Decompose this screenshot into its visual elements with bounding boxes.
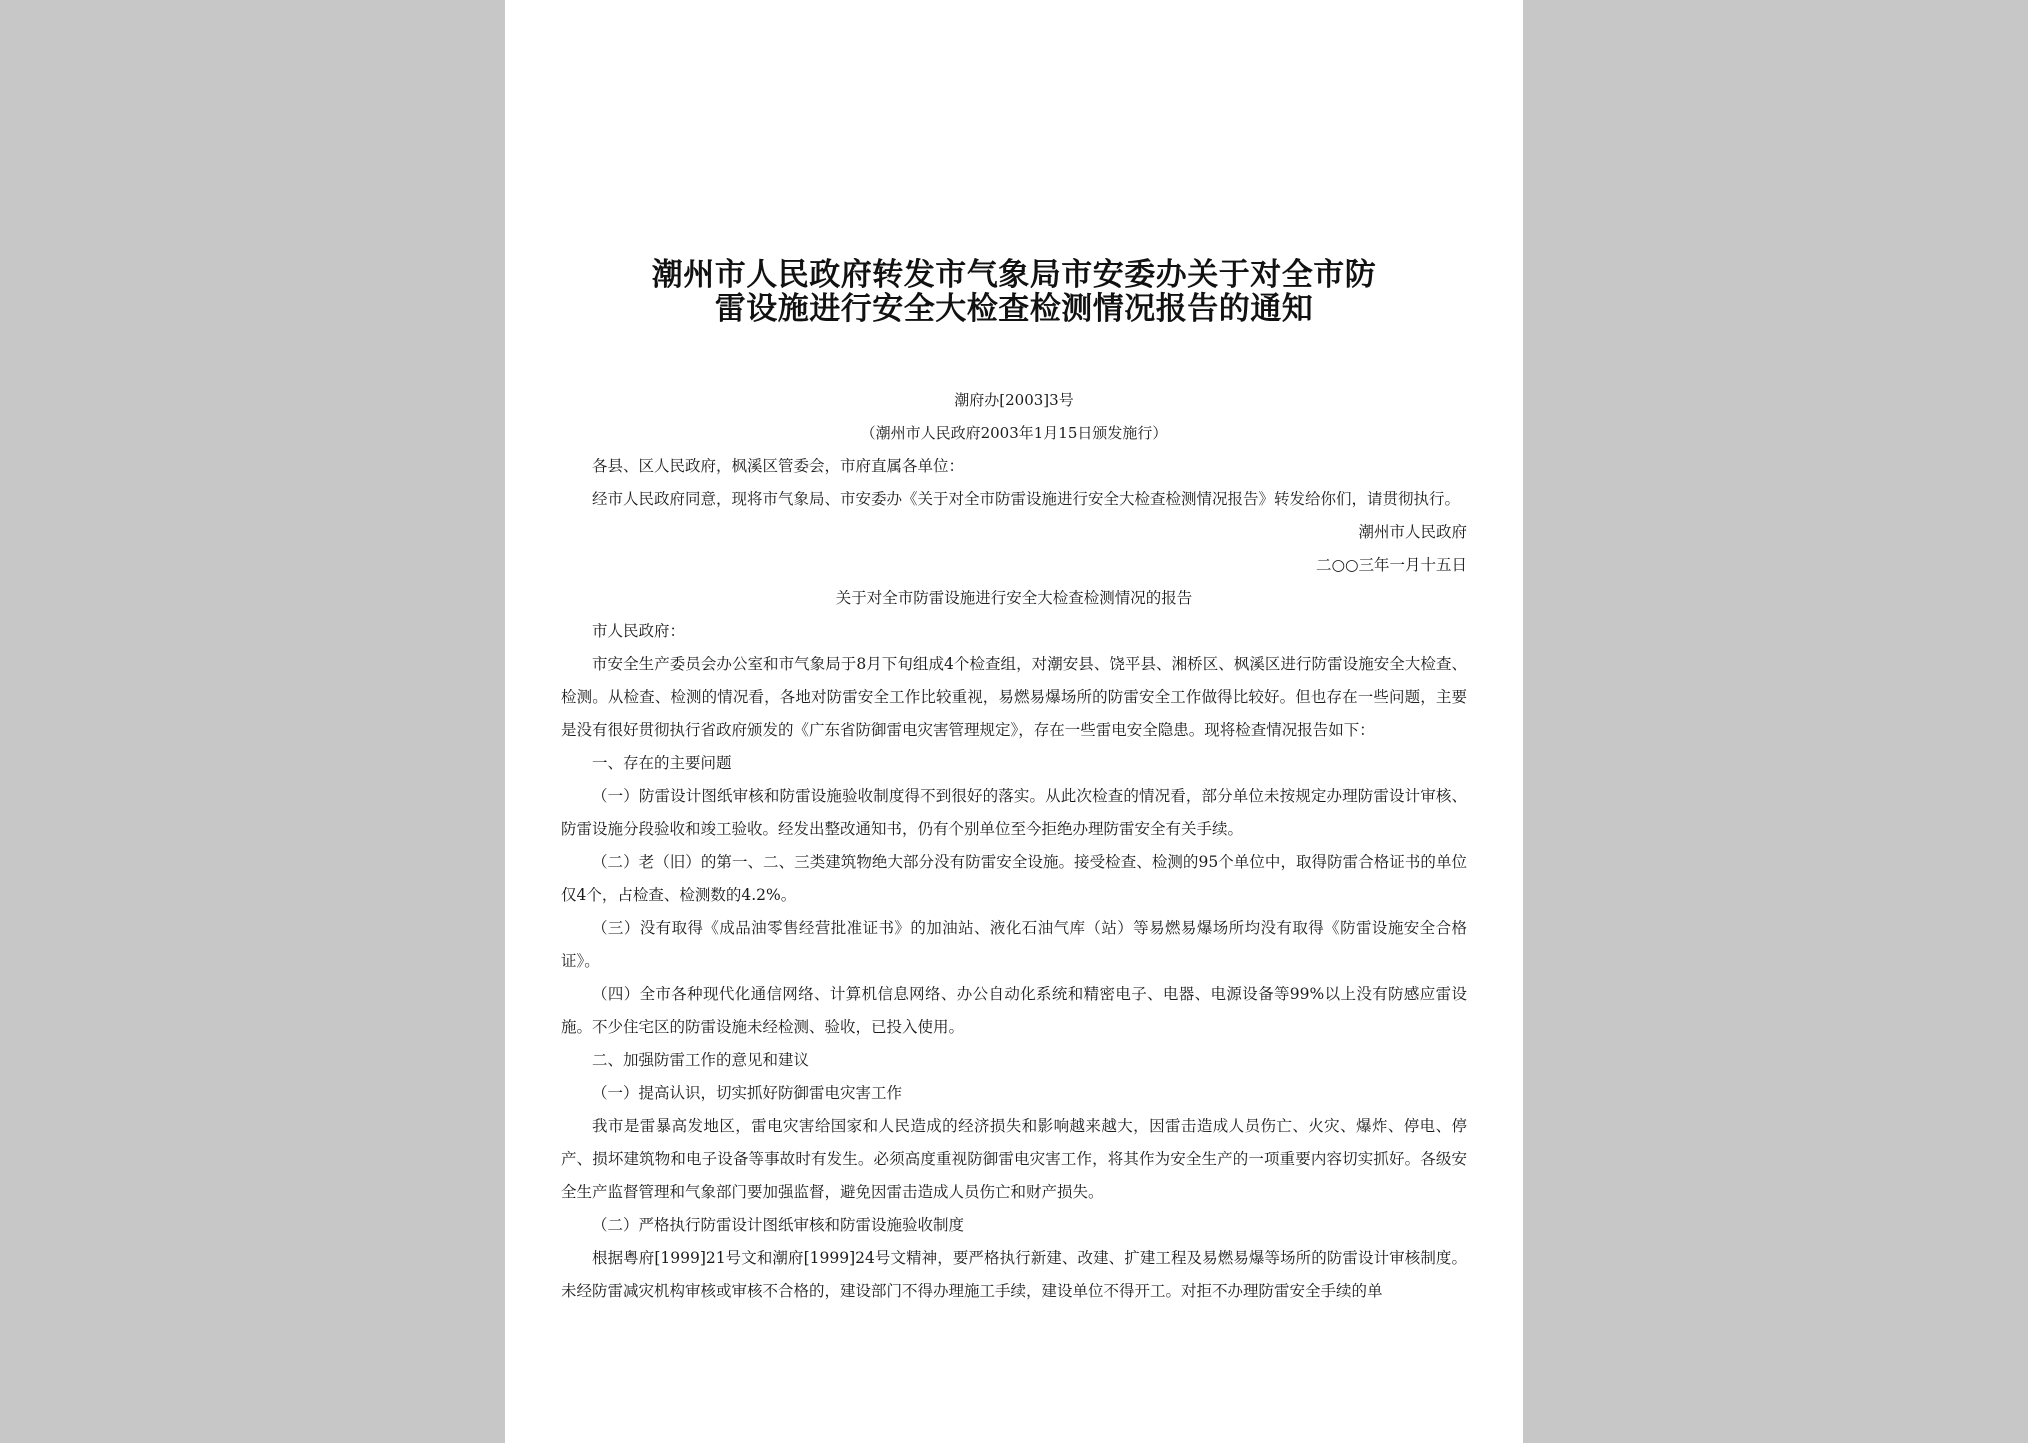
recipients: 各县、区人民政府，枫溪区管委会，市府直属各单位： [592, 457, 965, 475]
section-2-paragraph-1: 我市是雷暴高发地区，雷电灾害给国家和人民造成的经济损失和影响越来越大，因雷击造成人员伤亡、火灾、爆炸、停电、停产、损坏建筑物和电子设备等事故时有发生。必须高度重视防御雷电灾害工作，将其作为安全生产的一项重要内容切实抓好。各级安全生产监督管理和气象部门要加强监督，避免因雷击造成人员伤亡和财产损失。 [561, 1117, 1467, 1201]
sign-date: 二○○三年一月十五日 [1315, 556, 1467, 574]
signer: 潮州市人民政府 [1358, 523, 1467, 541]
section-2-subheading-1: （一）提高认识，切实抓好防御雷电灾害工作 [592, 1084, 903, 1102]
section-1-item-2: （二）老（旧）的第一、二、三类建筑物绝大部分没有防雷安全设施。接受检查、检测的95个单位中，取得防雷合格证书的单位仅4个，占检查、检测数的4.2%。 [561, 853, 1467, 904]
section-1-item-4: （四）全市各种现代化通信网络、计算机信息网络、办公自动化系统和精密电子、电器、电源设备等99%以上没有防感应雷设施。不少住宅区的防雷设施未经检测、验收，已投入使用。 [561, 985, 1467, 1036]
section-1-item-1: （一）防雷设计图纸审核和防雷设施验收制度得不到很好的落实。从此次检查的情况看，部分单位未按规定办理防雷设计审核、防雷设施分段验收和竣工验收。经发出整改通知书，仍有个别单位至今拒绝办理防雷安全有关手续。 [561, 787, 1467, 838]
section-2-heading: 二、加强防雷工作的意见和建议 [592, 1051, 810, 1069]
section-1-item-3: （三）没有取得《成品油零售经营批准证书》的加油站、液化石油气库（站）等易燃易爆场所均没有取得《防雷设施安全合格证》。 [561, 919, 1467, 970]
document-content [561, 258, 1467, 1443]
document-title [561, 258, 1467, 326]
document-number: 潮府办[2003]3号 [954, 391, 1074, 409]
document-title-line-2: 雷设施进行安全大检查检测情况报告的通知 [714, 291, 1314, 327]
issue-note: （潮州市人民政府2003年1月15日颁发施行） [860, 424, 1168, 442]
intro-paragraph: 经市人民政府同意，现将市气象局、市安委办《关于对全市防雷设施进行安全大检查检测情况报告》转发给你们，请贯彻执行。 [592, 490, 1461, 508]
section-2-subheading-2: （二）严格执行防雷设计图纸审核和防雷设施验收制度 [592, 1216, 965, 1234]
report-recipient: 市人民政府： [592, 622, 686, 640]
document-title-line-1: 潮州市人民政府转发市气象局市安委办关于对全市防 [651, 258, 1377, 293]
report-intro: 市安全生产委员会办公室和市气象局于8月下旬组成4个检查组，对潮安县、饶平县、湘桥区、枫溪区进行防雷设施安全大检查、检测。从检查、检测的情况看，各地对防雷安全工作比较重视，易燃易爆场所的防雷安全工作做得比较好。但也存在一些问题，主要是没有很好贯彻执行省政府颁发的《广东省防御雷电灾害管理规定》，存在一些雷电安全隐患。现将检查情况报告如下： [561, 655, 1467, 739]
section-2-paragraph-2: 根据粤府[1999]21号文和潮府[1999]24号文精神，要严格执行新建、改建、扩建工程及易燃易爆等场所的防雷设计审核制度。未经防雷减灾机构审核或审核不合格的，建设部门不得办理施工手续，建设单位不得开工。对拒不办理防雷安全手续的单 [561, 1249, 1467, 1300]
section-1-heading: 一、存在的主要问题 [592, 754, 732, 772]
document-page [505, 0, 1523, 1443]
report-title: 关于对全市防雷设施进行安全大检查检测情况的报告 [835, 589, 1193, 607]
